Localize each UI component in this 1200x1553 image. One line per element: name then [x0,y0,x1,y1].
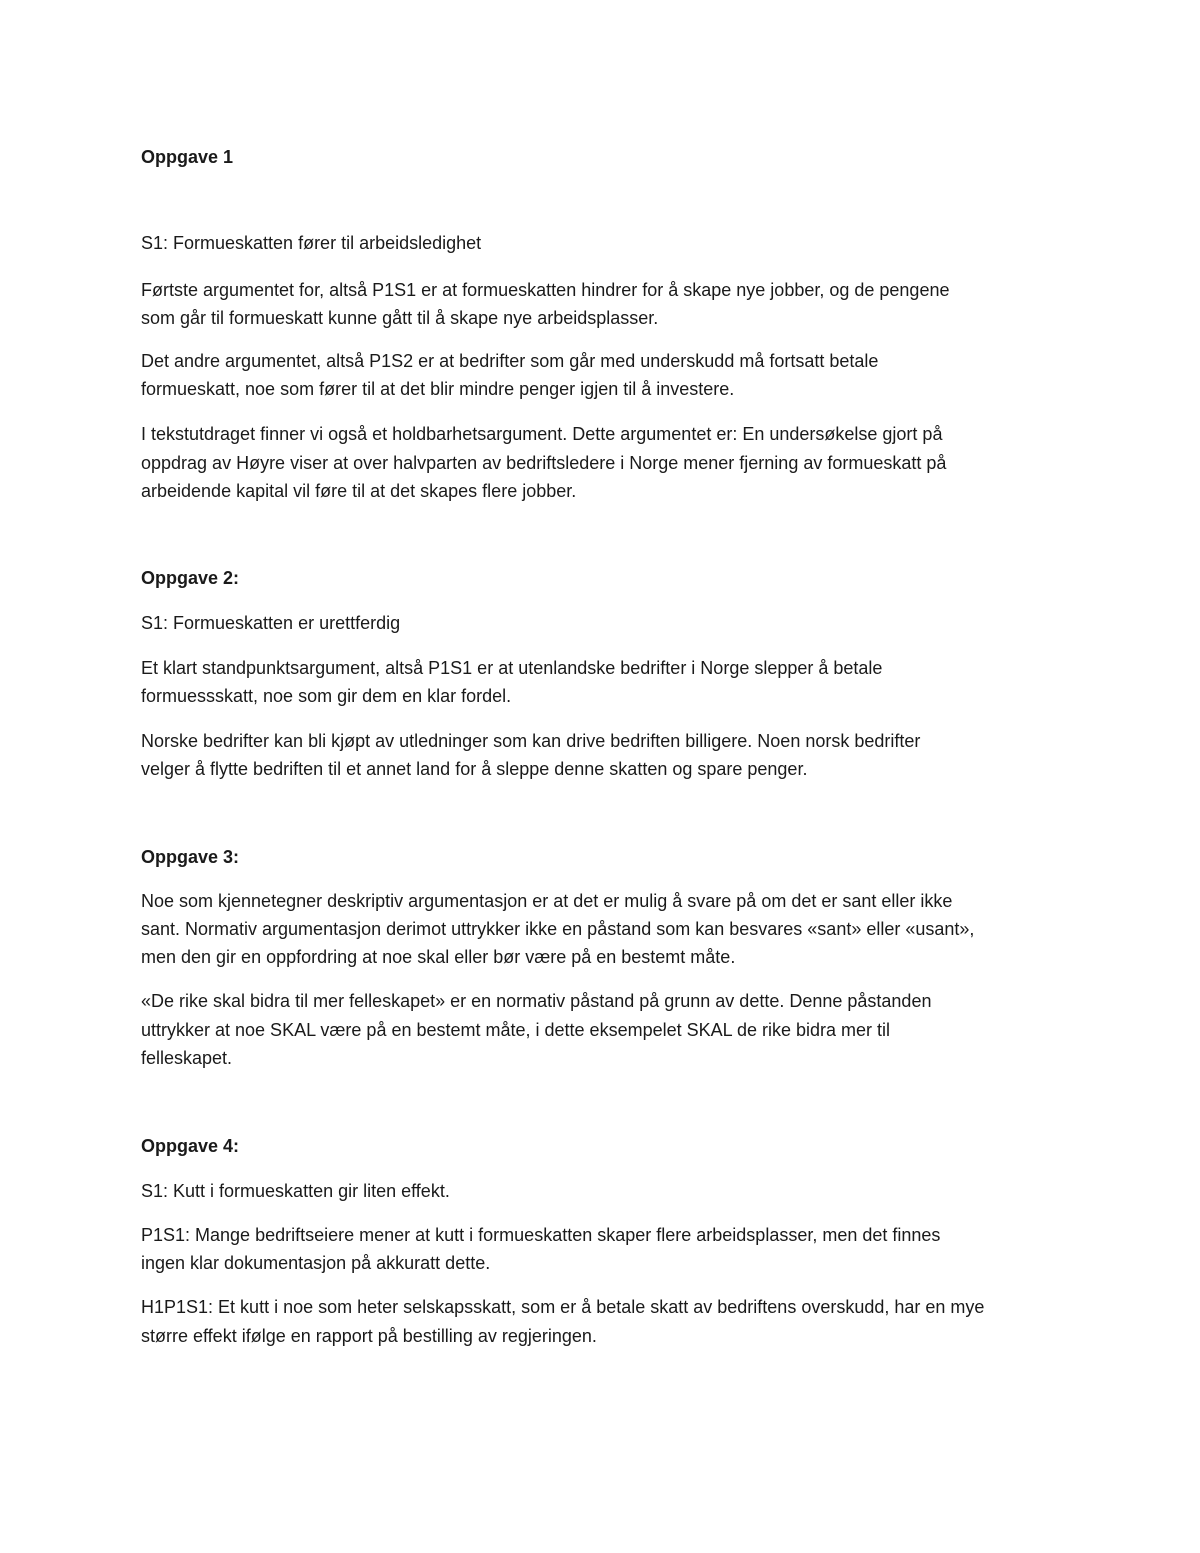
paragraph-line: felleskapet. [141,1048,233,1068]
paragraph-line: uttrykker at noe SKAL være på en bestemt måte, i dette eksempelet SKAL de rike bidra mer til [141,1020,891,1040]
paragraph-line: som går til formueskatt kunne gått til å skape nye arbeidsplasser. [141,308,659,328]
claim-text: S1: Kutt i formueskatten gir liten effekt. [141,1181,450,1201]
paragraph-line: sant. Normativ argumentasjon derimot uttrykker ikke en påstand som kan besvares «sant» eller «usant», [141,919,975,939]
paragraph-line: men den gir en oppfordring at noe skal eller bør være på en bestemt måte. [141,947,736,967]
section-heading: Oppgave 1 [141,147,234,167]
paragraph-line: ingen klar dokumentasjon på akkuratt dette. [141,1253,491,1273]
paragraph-line: Førtste argumentet for, altså P1S1 er at formueskatten hindrer for å skape nye jobber, og de pengene [141,280,950,300]
paragraph-line: Det andre argumentet, altså P1S2 er at bedrifter som går med underskudd må fortsatt betale [141,351,879,371]
section-heading: Oppgave 3: [141,847,240,867]
paragraph-line: formueskatt, noe som fører til at det blir mindre penger igjen til å investere. [141,379,735,399]
paragraph-line: Norske bedrifter kan bli kjøpt av utledninger som kan drive bedriften billigere. Noen norsk bedrifter [141,731,921,751]
paragraph-line: Noe som kjennetegner deskriptiv argumentasjon er at det er mulig å svare på om det er sant eller ikke [141,891,953,911]
paragraph-line: større effekt ifølge en rapport på bestilling av regjeringen. [141,1326,597,1346]
paragraph-line: H1P1S1: Et kutt i noe som heter selskapsskatt, som er å betale skatt av bedriftens overskudd, har en mye [141,1297,985,1317]
paragraph-line: P1S1: Mange bedriftseiere mener at kutt i formueskatten skaper flere arbeidsplasser, men det finnes [141,1225,941,1245]
section-heading: Oppgave 2: [141,568,240,588]
section-heading: Oppgave 4: [141,1136,240,1156]
paragraph-line: I tekstutdraget finner vi også et holdbarhetsargument. Dette argumentet er: En undersøkelse gjort på [141,424,943,444]
paragraph-line: «De rike skal bidra til mer felleskapet» er en normativ påstand på grunn av dette. Denne påstanden [141,991,932,1011]
claim-text: S1: Formueskatten er urettferdig [141,613,401,633]
claim-text: S1: Formueskatten fører til arbeidsledighet [141,233,482,253]
paragraph-line: arbeidende kapital vil føre til at det skapes flere jobber. [141,481,577,501]
paragraph-line: oppdrag av Høyre viser at over halvparten av bedriftsledere i Norge mener fjerning av formueskatt på [141,453,947,473]
paragraph-line: velger å flytte bedriften til et annet land for å sleppe denne skatten og spare penger. [141,759,808,779]
paragraph-line: formuessskatt, noe som gir dem en klar fordel. [141,686,512,706]
paragraph-line: Et klart standpunktsargument, altså P1S1 er at utenlandske bedrifter i Norge slepper å betale [141,658,883,678]
